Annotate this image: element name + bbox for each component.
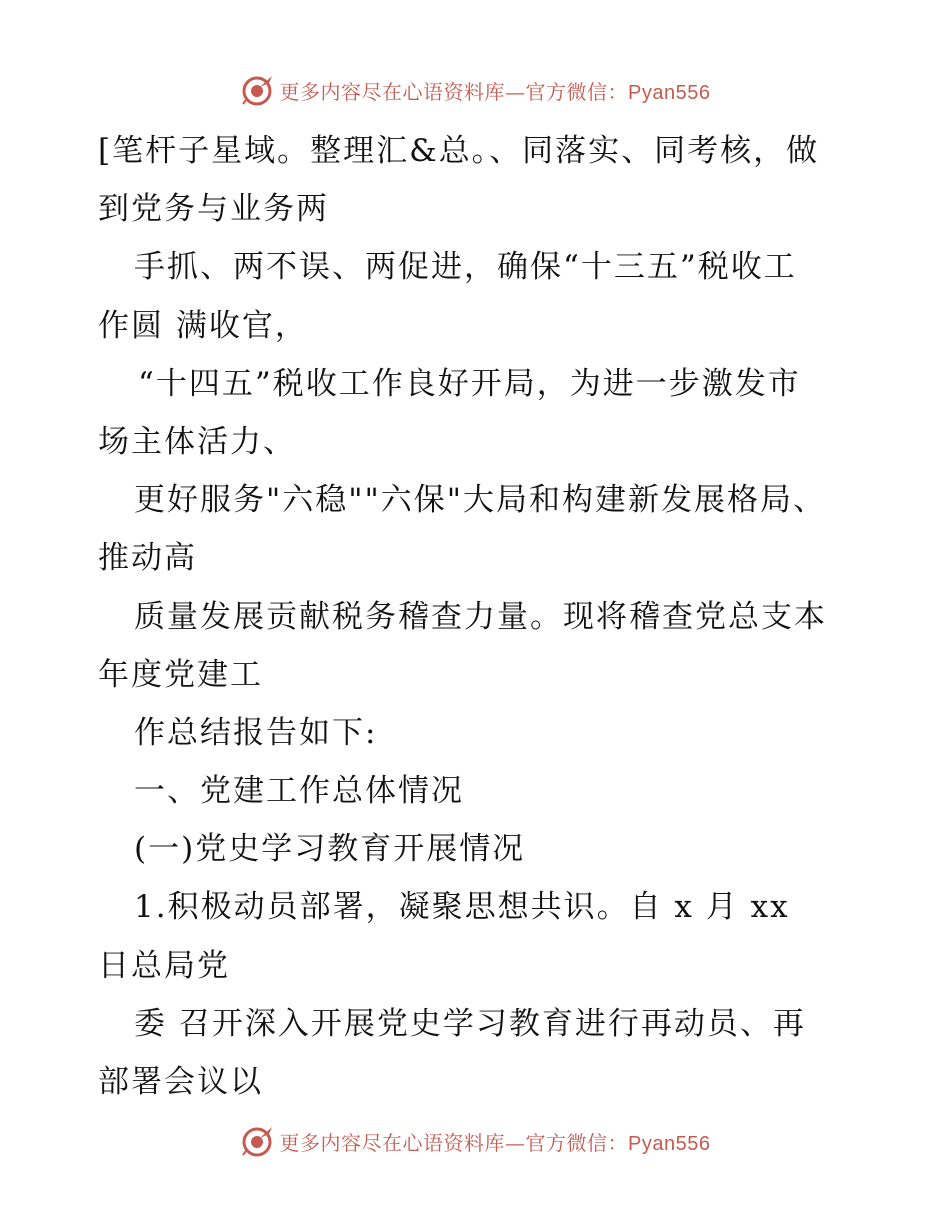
text-line: 更好服务"六稳""六保"大局和构建新发展格局、 bbox=[134, 482, 827, 519]
text-line: 手抓、两不误、两促进，确保“十三五”税收工 bbox=[134, 249, 797, 286]
quill-circle-logo-icon bbox=[240, 1124, 274, 1158]
text-line: 质量发展贡献税务稽查力量。现将稽查党总支本 bbox=[134, 598, 827, 635]
watermark-footer bbox=[0, 1121, 950, 1161]
text-line: 场主体活力、 bbox=[98, 423, 296, 460]
text-line: 委 召开深入开展党史学习教育进行再动员、再 bbox=[134, 1005, 806, 1042]
text-line: [笔杆子星域。整理汇&总。、同落实、同考核，做 bbox=[98, 133, 820, 169]
watermark-text: 更多内容尽在心语资料库—官方微信：Pyan556 bbox=[279, 79, 711, 104]
text-line: 推动高 bbox=[98, 540, 197, 577]
watermark-text: 更多内容尽在心语资料库—官方微信：Pyan556 bbox=[279, 1130, 711, 1155]
text-line: 作总结报告如下: bbox=[134, 714, 378, 751]
subsection-heading: (一)党史学习教育开展情况 bbox=[134, 831, 526, 868]
text-line: 年度党建工 bbox=[98, 656, 263, 693]
watermark-header bbox=[0, 70, 950, 110]
text-line: 日总局党 bbox=[98, 947, 230, 984]
text-line: “十四五”税收工作良好开局，为进一步激发市 bbox=[138, 365, 801, 402]
text-line: 到党务与业务两 bbox=[98, 191, 329, 228]
text-line: 作圆 满收官， bbox=[98, 307, 308, 344]
document-body bbox=[98, 122, 858, 1111]
text-line: 部署会议以 bbox=[98, 1064, 263, 1100]
quill-circle-logo-icon bbox=[240, 73, 274, 107]
section-heading: 一、党建工作总体情况 bbox=[134, 773, 464, 810]
text-line: 1.积极动员部署，凝聚思想共识。自 x 月 xx bbox=[134, 889, 790, 926]
